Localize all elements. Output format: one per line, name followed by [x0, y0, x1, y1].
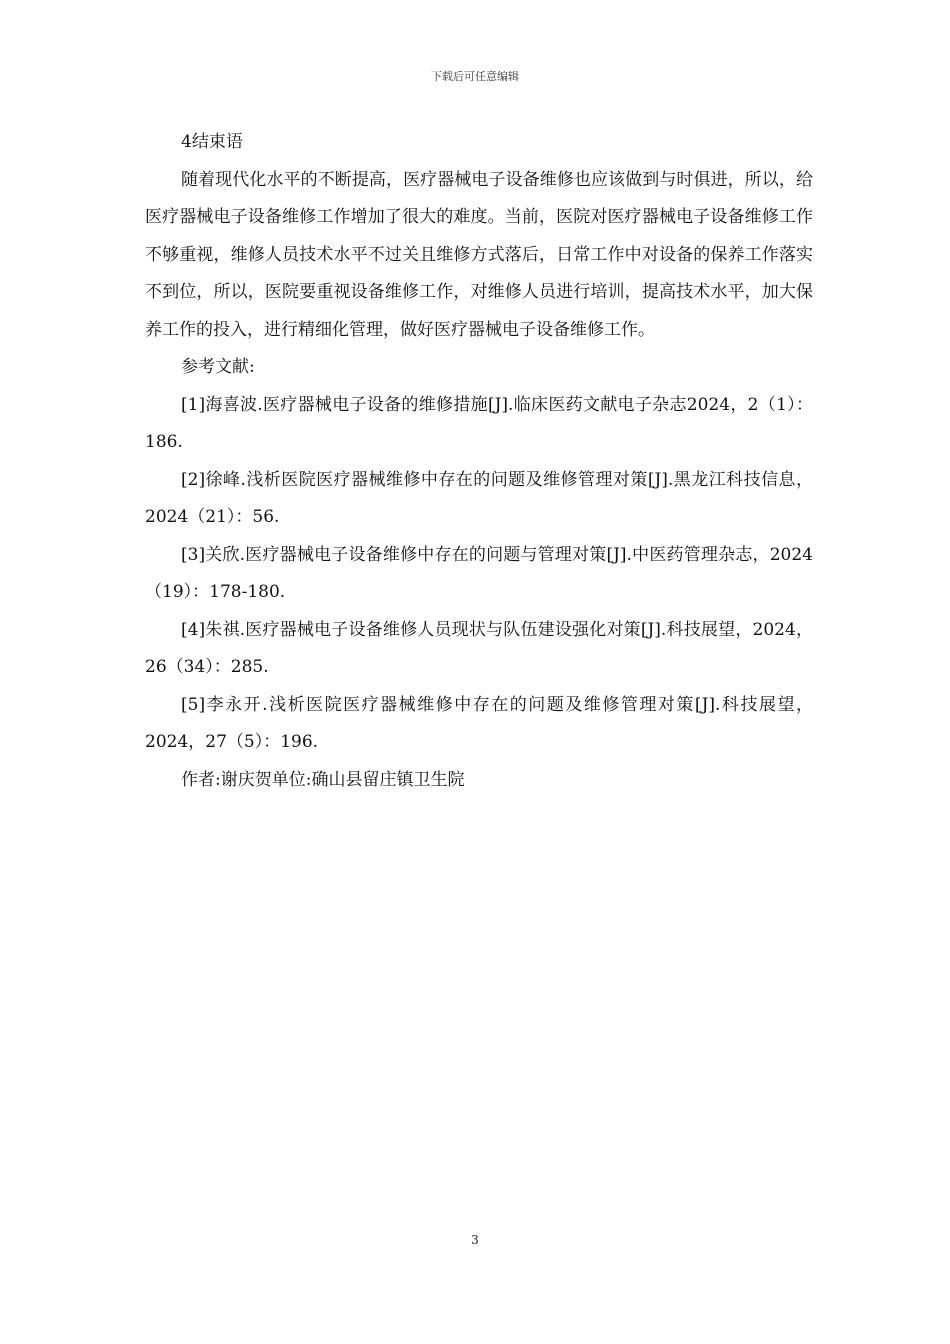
- reference-item-4: [4]朱祺.医疗器械电子设备维修人员现状与队伍建设强化对策[J].科技展望，2024，26（34）：285.: [145, 619, 813, 677]
- page-number: 3: [471, 1233, 479, 1247]
- section-heading: 4结束语: [181, 132, 243, 152]
- reference-item-2: [2]徐峰.浅析医院医疗器械维修中存在的问题及维修管理对策[J].黑龙江科技信息，2024（21）：56.: [145, 469, 813, 527]
- conclusion-paragraph: 随着现代化水平的不断提高，医疗器械电子设备维修也应该做到与时俱进，所以，给医疗器械电子设备维修工作增加了很大的难度。当前，医院对医疗器械电子设备维修工作不够重视，维修人员技术水平不过关且维修方式落后，日常工作中对设备的保养工作落实不到位，所以，医院要重视设备维修工作，对维修人员进行培训，提高技术水平，加大保养工作的投入，进行精细化管理，做好医疗器械电子设备维修工作。: [145, 169, 813, 340]
- document-body: [145, 124, 813, 799]
- author-line: 作者:谢庆贺单位:确山县留庄镇卫生院: [181, 769, 465, 790]
- header-note: 下载后可任意编辑: [431, 70, 519, 83]
- reference-item-3: [3]关欣.医疗器械电子设备维修中存在的问题与管理对策[J].中医药管理杂志，2024（19）：178-180.: [145, 544, 813, 602]
- reference-item-5: [5]李永开.浅析医院医疗器械维修中存在的问题及维修管理对策[J].科技展望，2024，27（5）：196.: [145, 694, 813, 752]
- references-heading: 参考文献:: [181, 357, 255, 377]
- reference-item-1: [1]海喜波.医疗器械电子设备的维修措施[J].临床医药文献电子杂志2024，2（1）：186.: [145, 394, 813, 452]
